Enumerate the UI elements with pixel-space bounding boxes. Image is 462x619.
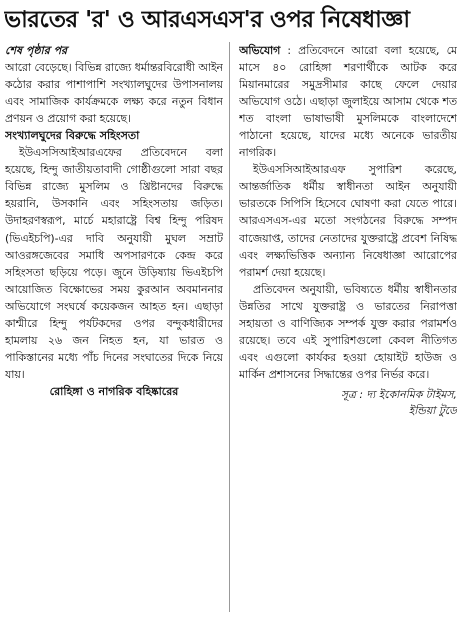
subhead-rohingya: রোহিঙ্গা ও নাগরিক বহিষ্কারের — [49, 384, 179, 398]
source-credit — [239, 387, 457, 419]
paragraph-recommendation: ইউএসসিআইআরএফ সুপারিশ করেছে, আন্তর্জাতিক ধর্মীয় স্বাধীনতা আইন অনুযায়ী ভারতকে সিপিসি হিসেবে ঘোষণা করা যেতে পারে। আরএসএস-এর মতো সংগঠনের বিরুদ্ধে সম্পদ বাজেয়াপ্ত, তাদের নেতাদের যুক্তরাষ্ট্রে প্রবেশ নিষিদ্ধ এবং লক্ষ্যভিত্তিক অন্যান্য নিষেধাজ্ঞা আরোপের পরামর্শ দেয়া হয়েছে। — [239, 163, 457, 279]
column-divider — [229, 42, 230, 612]
allegation-label: অভিযোগ — [239, 44, 281, 57]
headline: ভারতের 'র' ও আরএসএস'র ওপর নিষেধাজ্ঞা — [4, 7, 410, 33]
source-line-1: সূত্র : দ্য ইকোনমিক টাইমস, — [340, 387, 457, 401]
paragraph-violence: ইউএসসিআইআরএফের প্রতিবেদনে বলা হয়েছে, হিন্দু জাতীয়তাবাদী গোষ্ঠীগুলো সারা বছর বিভিন্ন রাজ্যে মুসলিম ও খ্রিষ্টানদের বিরুদ্ধে হয়রানি, উসকানি এবং সহিংসতায় জড়িত। উদাহরণস্বরূপ, মার্চে মহারাষ্ট্রে বিশ্ব হিন্দু পরিষদ (ভিএইচপি)-এর দাবি অনুযায়ী মুঘল সম্রাট আওরঙ্গজেবের সমাধি অপসারণকে কেন্দ্র করে সহিংসতা ছড়িয়ে পড়ে। জুনে উড়িষ্যায় ভিএইচপি আয়োজিত বিক্ষোভের সময় কুরআন অবমাননার অভিযোগে সংঘর্ষে কয়েকজন আহত হন। এছাড়া কাশ্মীরে হিন্দু পর্যটকদের ওপর বন্দুকধারীদের হামলায় ২৬ জন নিহত হন, যা ভারত ও পাকিস্তানের মধ্যে পাঁচ দিনের সংঘাতের দিকে নিয়ে যায়। — [5, 146, 223, 381]
continued-label: শেষ পৃষ্ঠার পর — [5, 44, 68, 57]
paragraph-future: প্রতিবেদন অনুযায়ী, ভবিষ্যতে ধর্মীয় স্বাধীনতার উন্নতির সাথে যুক্তরাষ্ট্র ও ভারতের নিরাপত্তা সহায়তা ও বাণিজ্যিক সম্পর্ক যুক্ত করার পরামর্শও রয়েছে। তবে এই সুপারিশগুলো কেবল নীতিগত এবং এগুলো কার্যকর হওয়া হোয়াইট হাউজ ও মার্কিন প্রশাসনের সিদ্ধান্তের ওপর নির্ভর করে। — [239, 282, 457, 381]
allegation-text: : প্রতিবেদনে আরো বলা হয়েছে, মে মাসে ৪০ রোহিঙ্গা শরণার্থীকে আটক করে মিয়ানমারের সমুদ্রসীমার কাছে ফেলে দেয়ার অভিযোগ ওঠে। এছাড়া জুলাইয়ে আসাম থেকে শত শত বাংলা ভাষাভাষী মুসলিমকে বাংলাদেশে পাঠানো হয়েছে, যাদের মধ্যে অনেকে ভারতীয় নাগরিক। — [239, 44, 457, 160]
subhead-violence: সংখ্যালঘুদের বিরুদ্ধে সহিংসতা — [5, 129, 140, 143]
paragraph-intro: আরো বেড়েছে। বিভিন্ন রাজ্যে ধর্মান্তরবিরোধী আইন কঠোর করার পাশাপাশি সংখ্যালঘুদের উপাসনালয় এবং সামাজিক কার্যক্রমকে লক্ষ্য করে নতুন বিধান প্রণয়ন ও প্রয়োগ করা হয়েছে। — [5, 61, 223, 126]
source-line-2: ইন্ডিয়া টুডে — [408, 403, 457, 417]
paragraph-allegation — [239, 42, 457, 161]
right-column — [239, 42, 457, 614]
left-column — [5, 42, 223, 614]
